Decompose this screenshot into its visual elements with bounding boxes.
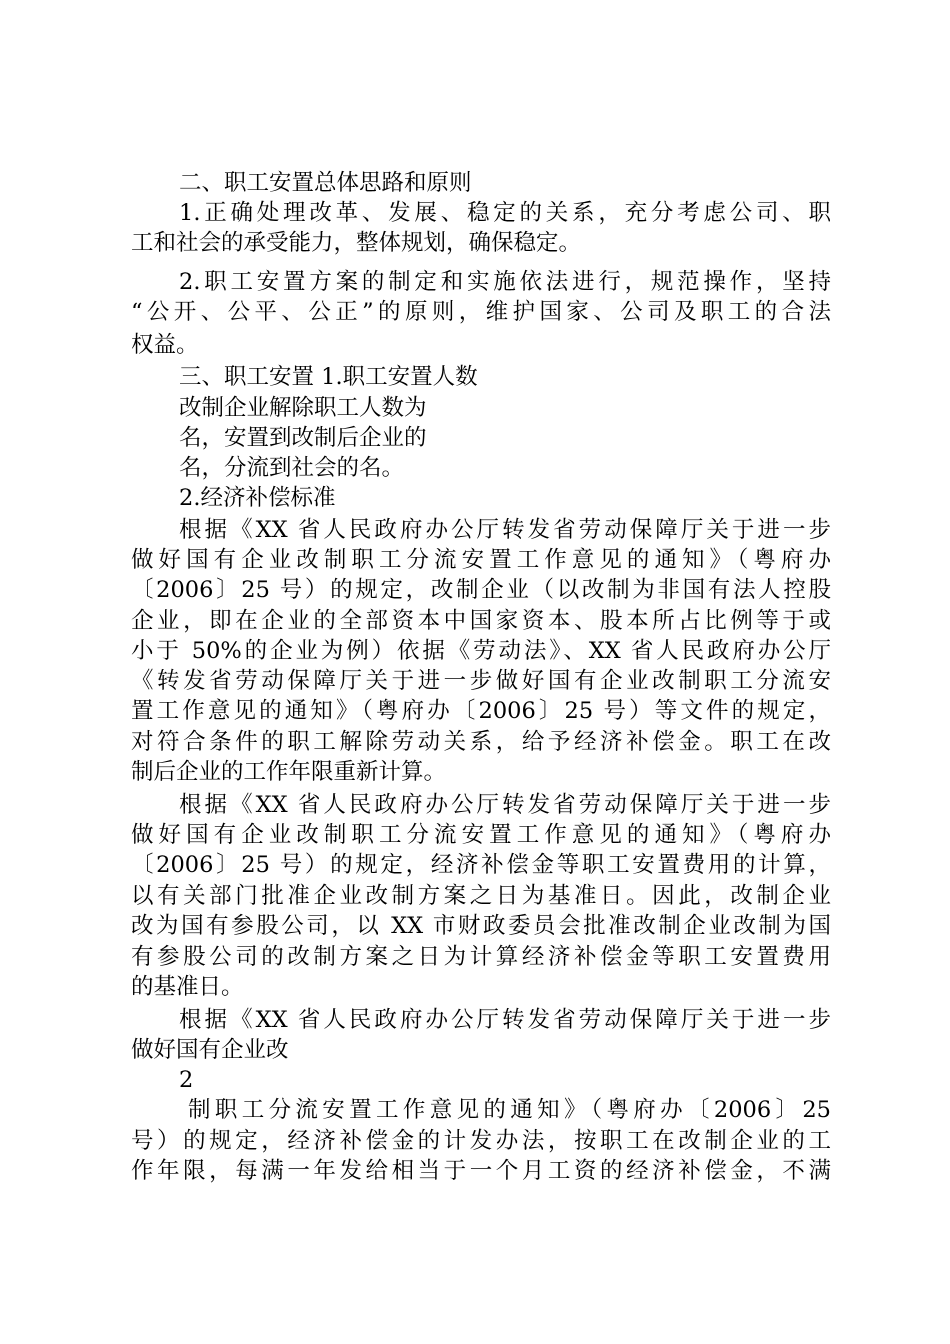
section-heading: 二、职工安置总体思路和原则 (179, 170, 472, 196)
paragraph-line: 〔2006〕25 号）的规定，改制企业（以改制为非国有法人控股 (131, 577, 831, 603)
paragraph-line: 做好国有企业改制职工分流安置工作意见的通知》（粤府办 (131, 822, 831, 848)
paragraph-line: 改为国有参股公司，以 XX 市财政委员会批准改制企业改制为国 (131, 913, 831, 939)
paragraph-line: 企业，即在企业的全部资本中国家资本、股本所占比例等于或 (131, 608, 831, 634)
paragraph-line: 以有关部门批准企业改制方案之日为基准日。因此，改制企业 (131, 883, 831, 909)
paragraph-line: 做好国有企业改制职工分流安置工作意见的通知》（粤府办 (131, 547, 831, 573)
paragraph-line: 制职工分流安置工作意见的通知》（粤府办〔2006〕25 (188, 1097, 831, 1123)
paragraph-line: 作年限，每满一年发给相当于一个月工资的经济补偿金，不满 (131, 1158, 831, 1184)
paragraph-line: 号）的规定，经济补偿金的计发办法，按职工在改制企业的工 (131, 1128, 831, 1154)
paragraph-line: 对符合条件的职工解除劳动关系，给予经济补偿金。职工在改 (131, 729, 831, 755)
paragraph-line: 根据《XX 省人民政府办公厅转发省劳动保障厅关于进一步 (179, 792, 831, 818)
page-number: 2 (179, 1067, 194, 1093)
paragraph-line: 做好国有企业改 (131, 1037, 289, 1063)
paragraph-line: 权益。 (131, 332, 199, 358)
paragraph-line: 《转发省劳动保障厅关于进一步做好国有企业改制职工分流安 (131, 668, 831, 694)
paragraph-line: 小于 50%的企业为例）依据《劳动法》、XX 省人民政府办公厅 (131, 638, 831, 664)
paragraph-line: “公开、公平、公正”的原则，维护国家、公司及职工的合法 (131, 299, 831, 325)
paragraph-line: 改制企业解除职工人数为 (179, 395, 427, 421)
paragraph-line: 〔2006〕25 号）的规定，经济补偿金等职工安置费用的计算， (131, 852, 831, 878)
paragraph-line: 工和社会的承受能力，整体规划，确保稳定。 (131, 230, 582, 256)
paragraph-line: 置工作意见的通知》（粤府办〔2006〕25 号）等文件的规定， (131, 698, 831, 724)
paragraph-line: 根据《XX 省人民政府办公厅转发省劳动保障厅关于进一步 (179, 1007, 831, 1033)
paragraph-line: 有参股公司的改制方案之日为计算经济补偿金等职工安置费用 (131, 944, 831, 970)
paragraph-line: 制后企业的工作年限重新计算。 (131, 759, 447, 785)
paragraph-line: 名，安置到改制后企业的 (179, 425, 427, 451)
paragraph-line: 的基准日。 (131, 974, 244, 1000)
paragraph-line: 名，分流到社会的名。 (179, 455, 405, 481)
subsection-heading: 2.经济补偿标准 (179, 485, 336, 511)
paragraph-line: 2.职工安置方案的制定和实施依法进行，规范操作，坚持 (179, 269, 831, 295)
paragraph-line: 1.正确处理改革、发展、稳定的关系，充分考虑公司、职 (179, 200, 831, 226)
paragraph-line: 根据《XX 省人民政府办公厅转发省劳动保障厅关于进一步 (179, 517, 831, 543)
section-heading: 三、职工安置 1.职工安置人数 (179, 364, 478, 390)
